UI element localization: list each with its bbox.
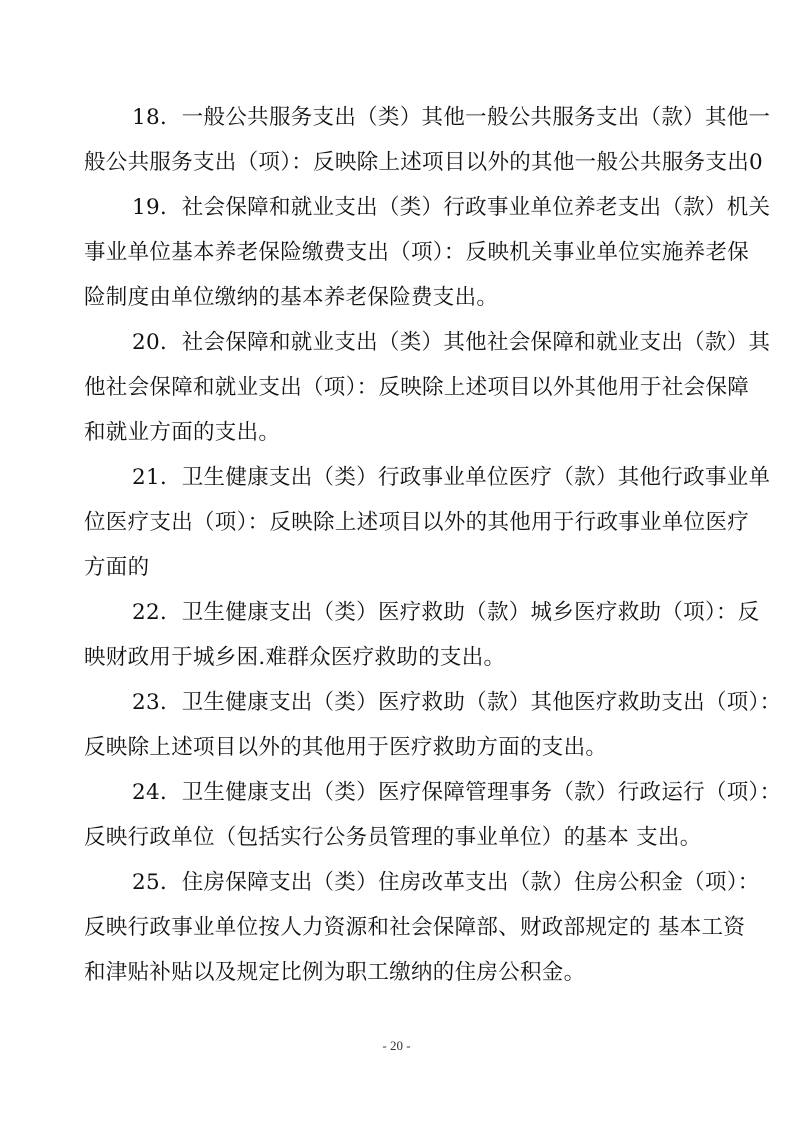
paragraph-line: 和津贴补贴以及规定比例为职工缴纳的住房公积金。 — [84, 960, 586, 985]
paragraph-25 — [84, 868, 760, 988]
paragraph-22 — [84, 598, 760, 673]
paragraph-line: 25．住房保障支出（类）住房改革支出（款）住房公积金（项）： — [132, 870, 760, 895]
paragraph-line: 和就业方面的支出。 — [84, 420, 281, 445]
paragraph-21 — [84, 463, 771, 583]
paragraph-line: 反映行政单位（包括实行公务员管理的事业单位）的基本 支出。 — [84, 825, 702, 850]
paragraph-line: 20．社会保障和就业支出（类）其他社会保障和就业支出（款）其 — [132, 330, 771, 355]
paragraph-line: 21．卫生健康支出（类）行政事业单位医疗（款）其他行政事业单 — [132, 465, 771, 490]
paragraph-line: 24．卫生健康支出（类）医疗保障管理事务（款）行政运行（项）： — [132, 780, 782, 805]
paragraph-line: 22．卫生健康支出（类）医疗救助（款）城乡医疗救助（项）：反 — [132, 600, 760, 625]
paragraph-line: 位医疗支出（项）：反映除上述项目以外的其他用于行政事业单位医疗 — [84, 510, 750, 535]
paragraph-18 — [84, 103, 771, 178]
document-body — [84, 103, 782, 1003]
paragraph-19 — [84, 193, 771, 313]
paragraph-line: 19．社会保障和就业支出（类）行政事业单位养老支出（款）机关 — [132, 195, 771, 220]
paragraph-24 — [84, 778, 782, 853]
paragraph-line: 方面的 — [84, 555, 150, 580]
paragraph-23 — [84, 688, 782, 763]
paragraph-line: 事业单位基本养老保险缴费支出（项）：反映机关事业单位实施养老保 — [84, 240, 750, 265]
paragraph-line: 18．一般公共服务支出（类）其他一般公共服务支出（款）其他一 — [132, 105, 771, 130]
paragraph-line: 映财政用于城乡困.难群众医疗救助的支出。 — [84, 645, 506, 670]
paragraph-line: 反映行政事业单位按人力资源和社会保障部、财政部规定的 基本工资 — [84, 915, 746, 940]
paragraph-line: 23．卫生健康支出（类）医疗救助（款）其他医疗救助支出（项）： — [132, 690, 782, 715]
paragraph-line: 他社会保障和就业支出（项）：反映除上述项目以外其他用于社会保障 — [84, 375, 750, 400]
paragraph-line: 险制度由单位缴纳的基本养老保险费支出。 — [84, 285, 499, 310]
paragraph-line: 般公共服务支出（项）：反映除上述项目以外的其他一般公共服务支出0 — [84, 150, 764, 175]
paragraph-20 — [84, 328, 771, 448]
paragraph-line: 反映除上述项目以外的其他用于医疗救助方面的支出。 — [84, 735, 608, 760]
page-number: - 20 - — [382, 1038, 411, 1053]
